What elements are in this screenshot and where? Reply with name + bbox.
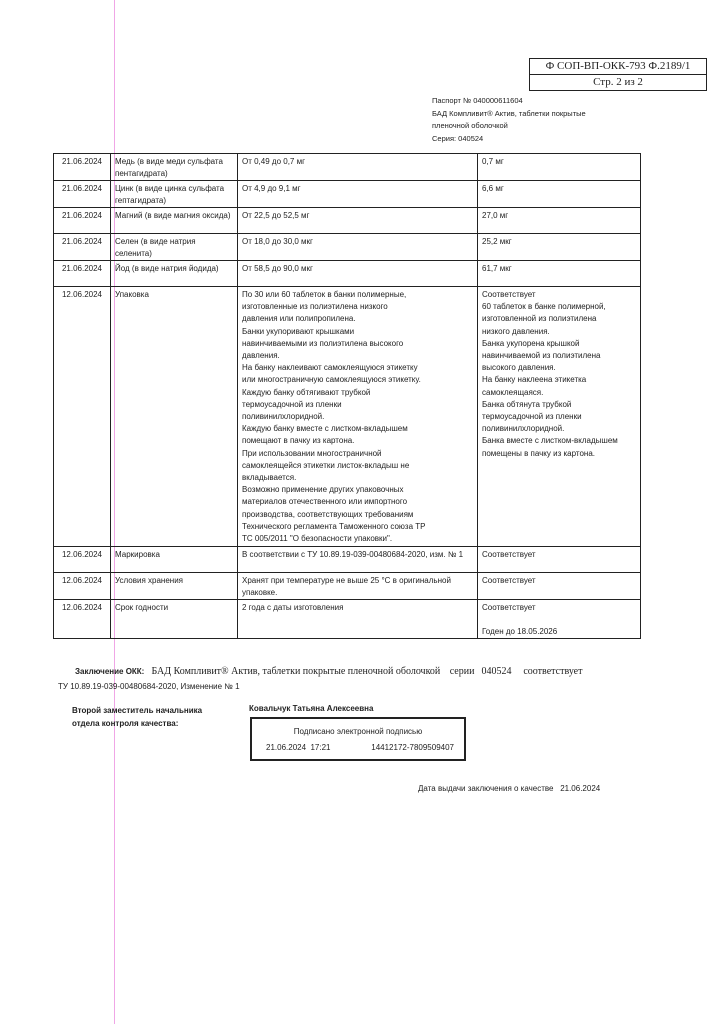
cell-text: 61,7 мкг — [482, 264, 512, 273]
cell-param — [111, 600, 238, 639]
cell-text: От 18,0 до 30,0 мкг — [242, 237, 313, 246]
e-signature-label: Подписано электронной подписью — [293, 727, 423, 736]
e-signature-box — [250, 717, 466, 761]
cell-norm — [238, 287, 478, 547]
cell-result — [478, 208, 641, 234]
cell-text: 6,6 мг — [482, 184, 504, 193]
cell-line: Каждую банку обтягивают трубкой — [242, 387, 371, 397]
cell-date — [54, 208, 111, 234]
cell-line: поливинилхлоридной. — [482, 424, 565, 434]
cell-line: поливинилхлоридной. — [242, 412, 325, 422]
cell-line: 60 таблеток в банке полимерной, — [482, 302, 606, 312]
cell-line: навинчиваемой из полиэтилена — [482, 351, 601, 361]
table-row — [54, 234, 641, 261]
cell-date — [54, 154, 111, 181]
product-name-line2: пленочной оболочкой — [432, 121, 508, 130]
table-row — [54, 547, 641, 573]
cell-result — [478, 600, 641, 639]
cell-norm — [238, 208, 478, 234]
cell-param — [111, 287, 238, 547]
cell-text: 12.06.2024 — [61, 550, 103, 559]
cell-result — [478, 261, 641, 287]
cell-param — [111, 208, 238, 234]
cell-text: В соответствии с ТУ 10.89.19-039-00480684-2020, изм. № 1 — [242, 550, 464, 559]
cell-norm — [238, 181, 478, 208]
table-row — [54, 261, 641, 287]
cell-line: При использовании многостраничной — [242, 448, 382, 458]
signer-position — [72, 704, 202, 730]
issue-date-value: 21.06.2024 — [560, 784, 601, 793]
conclusion-product: БАД Компливит® Актив, таблетки покрытые пленочной оболочкой — [151, 666, 441, 677]
cell-text: Упаковка — [115, 290, 149, 299]
cell-text: 25,2 мкг — [482, 237, 512, 246]
cell-line: изготовленные из полиэтилена низкого — [242, 302, 388, 312]
cell-text: 0,7 мг — [482, 157, 504, 166]
cell-line: На банку наклеивают самоклеящуюся этикетку — [242, 363, 418, 373]
cell-line: изготовленной из полиэтилена — [482, 314, 597, 324]
table-row — [54, 181, 641, 208]
cell-text: Медь (в виде меди сульфата пентагидрата) — [115, 157, 223, 178]
cell-text: Маркировка — [115, 550, 160, 559]
cell-norm — [238, 547, 478, 573]
cell-line: материалов отечественного или импортного — [242, 497, 408, 507]
conclusion-series: 040524 — [481, 666, 512, 677]
cell-param — [111, 261, 238, 287]
cell-text: Соответствует — [482, 603, 536, 612]
series: Серия: 040524 — [432, 133, 484, 143]
cell-line: давления или полипропилена. — [242, 314, 356, 324]
cell-text: 21.06.2024 — [61, 157, 103, 166]
cell-line: Каждую банку вместе с листком-вкладышем — [242, 424, 408, 434]
e-signature-cert-id: 14412172-7809509407 — [371, 743, 454, 752]
cell-text: 21.06.2024 — [61, 264, 103, 273]
cell-date — [54, 234, 111, 261]
cell-text: 12.06.2024 — [61, 603, 103, 612]
cell-param — [111, 234, 238, 261]
cell-text: 27,0 мг — [482, 211, 509, 220]
table-row — [54, 573, 641, 600]
cell-text: От 4,9 до 9,1 мг — [242, 184, 301, 193]
cell-text: Хранят при температуре не выше 25 °С в оригинальной упаковке. — [242, 576, 451, 597]
cell-text: 21.06.2024 — [61, 211, 103, 220]
passport-number: Паспорт № 040000611604 — [432, 96, 523, 105]
cell-text: Магний (в виде магния оксида) — [115, 211, 231, 220]
cell-line: Банка вместе с листком-вкладышем — [482, 436, 618, 446]
conclusion-verdict: соответствует — [523, 666, 583, 677]
cell-text: Соответствует — [482, 550, 536, 559]
cell-text: 21.06.2024 — [61, 184, 103, 193]
conclusion-series-label: серии — [449, 666, 475, 677]
cell-text: Соответствует — [482, 576, 536, 585]
results-table — [53, 153, 641, 639]
cell-date — [54, 261, 111, 287]
cell-line: На банку наклеена этикетка — [482, 375, 587, 385]
conclusion-tu: ТУ 10.89.19-039-00480684-2020, Изменение № 1 — [58, 682, 240, 691]
cell-norm — [238, 261, 478, 287]
table-row — [54, 154, 641, 181]
cell-norm — [238, 234, 478, 261]
cell-text: Селен (в виде натрия селенита) — [115, 237, 196, 258]
expiry-date: Годен до 18.05.2026 — [482, 627, 558, 636]
cell-date — [54, 287, 111, 547]
cell-line: Банка укупорена крышкой — [482, 338, 580, 348]
cell-line: низкого давления. — [482, 326, 550, 336]
cell-text: Условия хранения — [115, 576, 184, 585]
signer-position-line2: отдела контроля качества: — [72, 719, 179, 728]
signer-position-line1: Второй заместитель начальника — [72, 706, 203, 715]
cell-line: помещены в пачку из картона. — [482, 448, 595, 458]
cell-line: самоклеящаяся. — [482, 387, 544, 397]
cell-text: Срок годности — [115, 603, 169, 612]
cell-date — [54, 547, 111, 573]
cell-param — [111, 547, 238, 573]
cell-text: Цинк (в виде цинка сульфата гептагидрата) — [115, 184, 225, 205]
cell-text: 21.06.2024 — [61, 237, 103, 246]
product-name-line1: БАД Компливит® Актив, таблетки покрытые — [432, 108, 586, 118]
cell-line: ТС 005/2011 "О безопасности упаковки". — [242, 534, 393, 544]
cell-line: Банка обтянута трубкой — [482, 399, 572, 409]
cell-line: производства, соответствующих требованиям — [242, 509, 414, 519]
cell-line: давления. — [242, 351, 280, 361]
cell-line: или многостраничную самоклеящуюся этикетку. — [242, 375, 421, 385]
cell-date — [54, 181, 111, 208]
cell-text: 12.06.2024 — [61, 576, 103, 585]
cell-param — [111, 154, 238, 181]
cell-result — [478, 234, 641, 261]
cell-line: По 30 или 60 таблеток в банки полимерные, — [242, 290, 407, 299]
cell-line: самоклеящейся этикетки листок-вкладыш не — [242, 460, 410, 470]
form-code-box — [529, 58, 707, 91]
e-signature-datetime: 21.06.2024 17:21 — [266, 743, 331, 752]
cell-line: Банки укупоривают крышками — [242, 326, 355, 336]
cell-date — [54, 573, 111, 600]
conclusion-label: Заключение ОКК: — [75, 667, 145, 676]
cell-line: Возможно применение других упаковочных — [242, 485, 404, 495]
conclusion — [75, 666, 583, 677]
form-code: Ф СОП-ВП-ОКК-793 Ф.2189/1 — [545, 60, 691, 72]
cell-result — [478, 547, 641, 573]
signer-name: Ковальчук Татьяна Алексеевна — [249, 704, 374, 713]
cell-norm — [238, 573, 478, 600]
page-number: Стр. 2 из 2 — [530, 74, 706, 90]
cell-text: 12.06.2024 — [61, 290, 103, 299]
issue-date — [418, 784, 600, 793]
cell-result — [478, 154, 641, 181]
table-row — [54, 287, 641, 547]
cell-date — [54, 600, 111, 639]
cell-text: От 0,49 до 0,7 мг — [242, 157, 306, 166]
cell-param — [111, 573, 238, 600]
cell-result — [478, 287, 641, 547]
issue-date-label: Дата выдачи заключения о качестве — [418, 784, 554, 793]
cell-line: помещают в пачку из картона. — [242, 436, 355, 446]
cell-norm — [238, 600, 478, 639]
cell-result — [478, 573, 641, 600]
cell-text: Йод (в виде натрия йодида) — [115, 264, 219, 273]
cell-param — [111, 181, 238, 208]
cell-text: 2 года с даты изготовления — [242, 603, 344, 612]
cell-line: высокого давления. — [482, 363, 556, 373]
cell-line: термоусадочной из пленки — [482, 412, 582, 422]
cell-line: навинчиваемыми из полиэтилена высокого — [242, 338, 404, 348]
cell-norm — [238, 154, 478, 181]
cell-line: вкладывается. — [242, 473, 297, 483]
cell-line: Технического регламента Таможенного союза ТР — [242, 521, 426, 531]
cell-result — [478, 181, 641, 208]
table-row — [54, 208, 641, 234]
cell-text: От 22,5 до 52,5 мг — [242, 211, 310, 220]
passport-header — [432, 95, 586, 145]
cell-text: От 58,5 до 90,0 мкг — [242, 264, 313, 273]
cell-line: Соответствует — [482, 290, 536, 299]
cell-line: термоусадочной из пленки — [242, 399, 342, 409]
table-row — [54, 600, 641, 639]
